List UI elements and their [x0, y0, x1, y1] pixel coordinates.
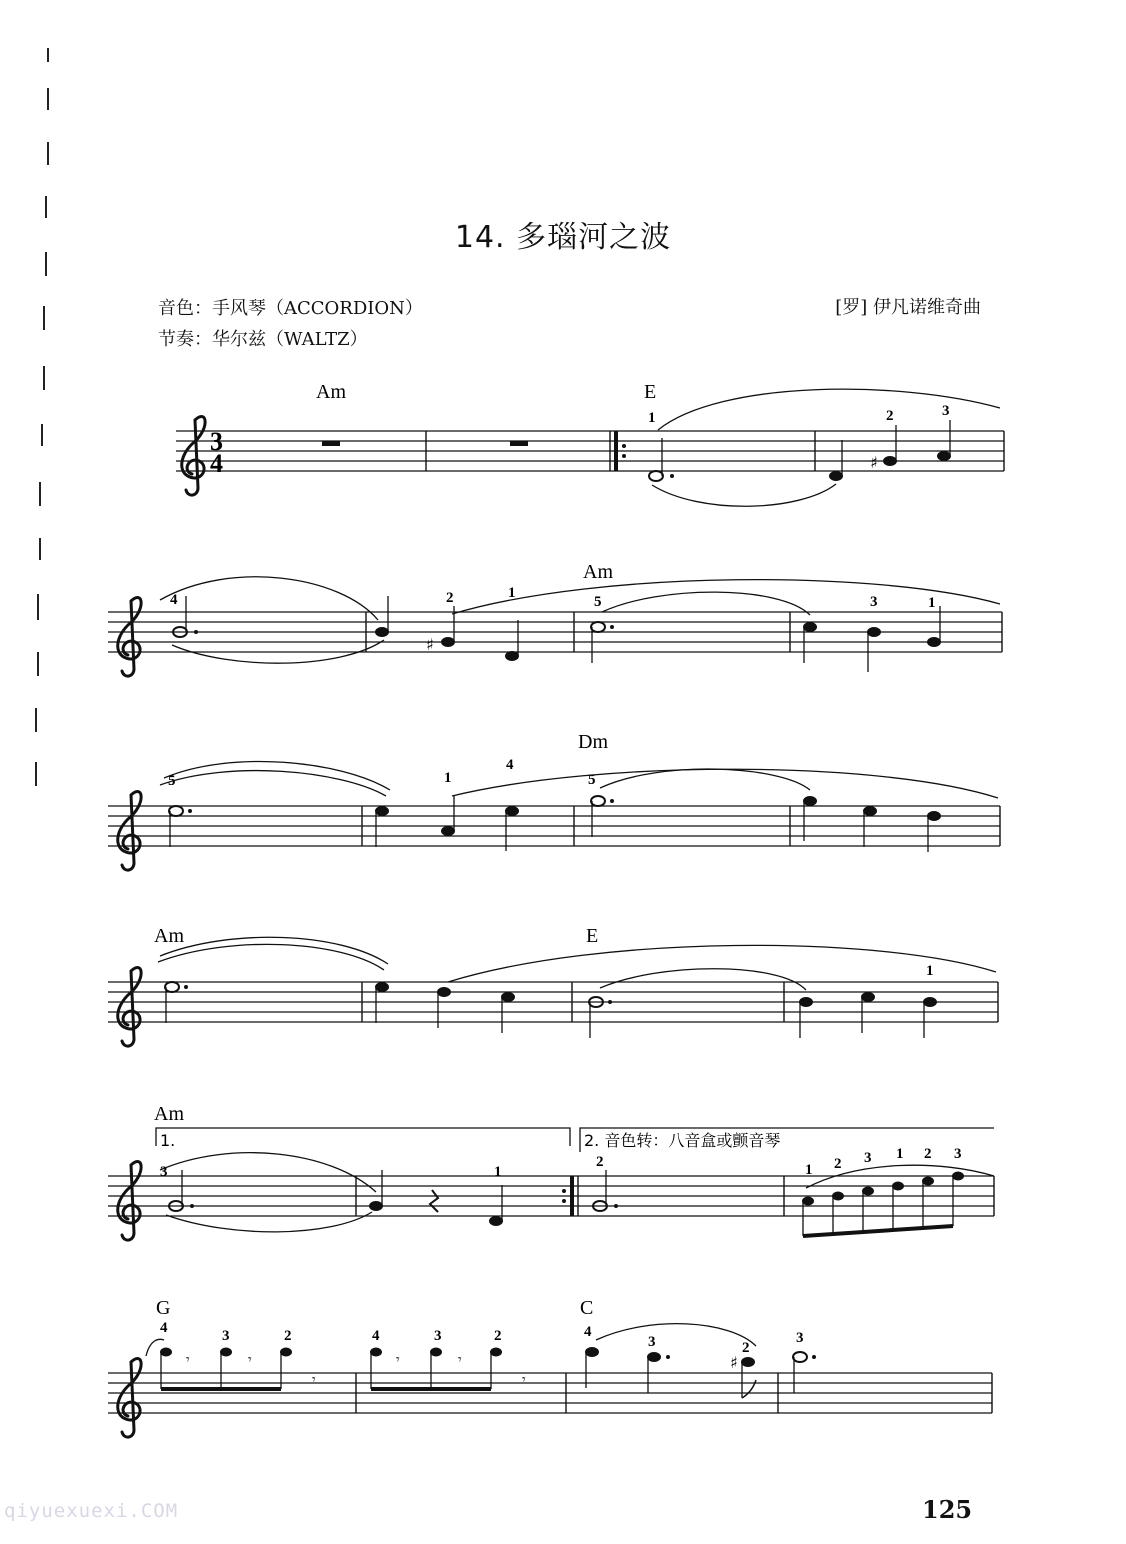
fingering: 2 [596, 1154, 604, 1170]
note [505, 651, 519, 661]
chord-label: Am [154, 925, 184, 947]
svg-text:𝄾: 𝄾 [312, 1372, 316, 1388]
note [647, 1352, 661, 1362]
chord-label: Am [316, 381, 346, 403]
fingering: 4 [372, 1328, 380, 1344]
svg-text:𝄾: 𝄾 [186, 1352, 190, 1368]
treble-clef-icon [118, 968, 141, 1047]
svg-text:𝄾: 𝄾 [396, 1352, 400, 1368]
fingering: 3 [160, 1164, 168, 1180]
fingering: 1 [648, 410, 656, 426]
chord-label: E [586, 925, 599, 947]
note [803, 796, 817, 806]
note [501, 992, 515, 1002]
note [803, 622, 817, 632]
svg-text:4: 4 [210, 449, 223, 478]
treble-clef-icon [118, 1359, 141, 1438]
note [591, 622, 605, 632]
note [441, 826, 455, 836]
eighth-note-run [802, 1172, 964, 1237]
fingering: 3 [942, 403, 950, 419]
note [863, 806, 877, 816]
fingering: 1 [508, 585, 516, 601]
treble-clef-icon [182, 417, 205, 496]
fingering: 3 [864, 1150, 872, 1166]
fingering: 4 [160, 1320, 168, 1336]
treble-clef-icon [118, 1162, 141, 1241]
fingering: 1 [928, 595, 936, 611]
note [927, 637, 941, 647]
staff-system-5 [108, 1103, 994, 1240]
fingering: 5 [588, 772, 596, 788]
fingering: 2 [446, 590, 454, 606]
volta-1 [156, 1128, 570, 1150]
staff-system-6 [108, 1297, 992, 1437]
svg-text:1.: 1. [160, 1131, 176, 1150]
staff-system-1 [176, 381, 1004, 506]
fingering: 1 [494, 1164, 502, 1180]
staff-system-3 [108, 731, 1000, 870]
volta-2 [580, 1128, 994, 1152]
chord-label: Am [583, 561, 613, 583]
chord-label: G [156, 1297, 171, 1319]
svg-text:𝄾: 𝄾 [458, 1352, 462, 1368]
note [927, 811, 941, 821]
fingering: 2 [886, 408, 894, 424]
staff-system-2 [108, 561, 1002, 676]
note [829, 471, 843, 481]
fingering: 5 [594, 594, 602, 610]
fingering: 3 [222, 1328, 230, 1344]
note [505, 806, 519, 816]
note [375, 982, 389, 992]
svg-text:𝄾: 𝄾 [522, 1372, 526, 1388]
note [369, 1201, 383, 1211]
fingering: 2 [924, 1146, 932, 1162]
fingering: 3 [870, 594, 878, 610]
note [937, 451, 951, 461]
fingering: 4 [506, 757, 514, 773]
note [741, 1357, 755, 1367]
fingering: 3 [954, 1146, 962, 1162]
fingering: 3 [434, 1328, 442, 1344]
svg-text:3: 3 [210, 427, 223, 456]
fingering: 4 [170, 592, 178, 608]
rhythm-setting: 节奏：华尔兹（WALTZ） [158, 329, 368, 350]
note [375, 627, 389, 637]
note [165, 982, 179, 992]
note [591, 796, 605, 806]
svg-text:𝄾: 𝄾 [248, 1352, 252, 1368]
note [441, 637, 455, 647]
chord-label: C [580, 1297, 594, 1319]
note [375, 806, 389, 816]
chord-label: E [644, 381, 657, 403]
note [489, 1216, 503, 1226]
fingering: 4 [584, 1324, 592, 1340]
fingering: 2 [834, 1156, 842, 1172]
voice-setting: 音色：手风琴（ACCORDION） [158, 298, 423, 319]
fingering: 3 [796, 1330, 804, 1346]
note [883, 456, 897, 466]
composer-credit: [罗] 伊凡诺维奇曲 [835, 297, 981, 318]
whole-rest [322, 441, 340, 446]
note [861, 992, 875, 1002]
sharp-icon: ♯ [730, 1353, 738, 1372]
fingering: 2 [742, 1340, 750, 1356]
treble-clef-icon [118, 598, 141, 677]
fingering: 2 [494, 1328, 502, 1344]
sharp-icon: ♯ [870, 453, 878, 472]
staff-system-4 [108, 925, 998, 1046]
note [793, 1352, 807, 1362]
note [649, 471, 663, 481]
fingering: 2 [284, 1328, 292, 1344]
fingering: 1 [805, 1162, 813, 1178]
time-signature [210, 427, 223, 478]
note [799, 997, 813, 1007]
sharp-icon: ♯ [426, 635, 434, 654]
fingering: 1 [926, 963, 934, 979]
note [867, 627, 881, 637]
fingering: 1 [444, 770, 452, 786]
note [585, 1347, 599, 1357]
fingering: 3 [648, 1334, 656, 1350]
svg-text:2. 音色转：八音盒或颤音琴: 2. 音色转：八音盒或颤音琴 [584, 1131, 781, 1150]
note [923, 997, 937, 1007]
song-title: 14. 多瑙河之波 [454, 220, 672, 255]
note [169, 806, 183, 816]
chord-label: Dm [578, 731, 608, 753]
page-number: 125 [922, 1495, 973, 1524]
quarter-rest [430, 1190, 438, 1212]
fingering: 5 [168, 773, 176, 789]
chord-label: Am [154, 1103, 184, 1125]
note [437, 987, 451, 997]
whole-rest [510, 441, 528, 446]
fingering: 1 [896, 1146, 904, 1162]
treble-clef-icon [118, 792, 141, 871]
site-watermark: qiyuexuexi.COM [4, 1500, 179, 1522]
